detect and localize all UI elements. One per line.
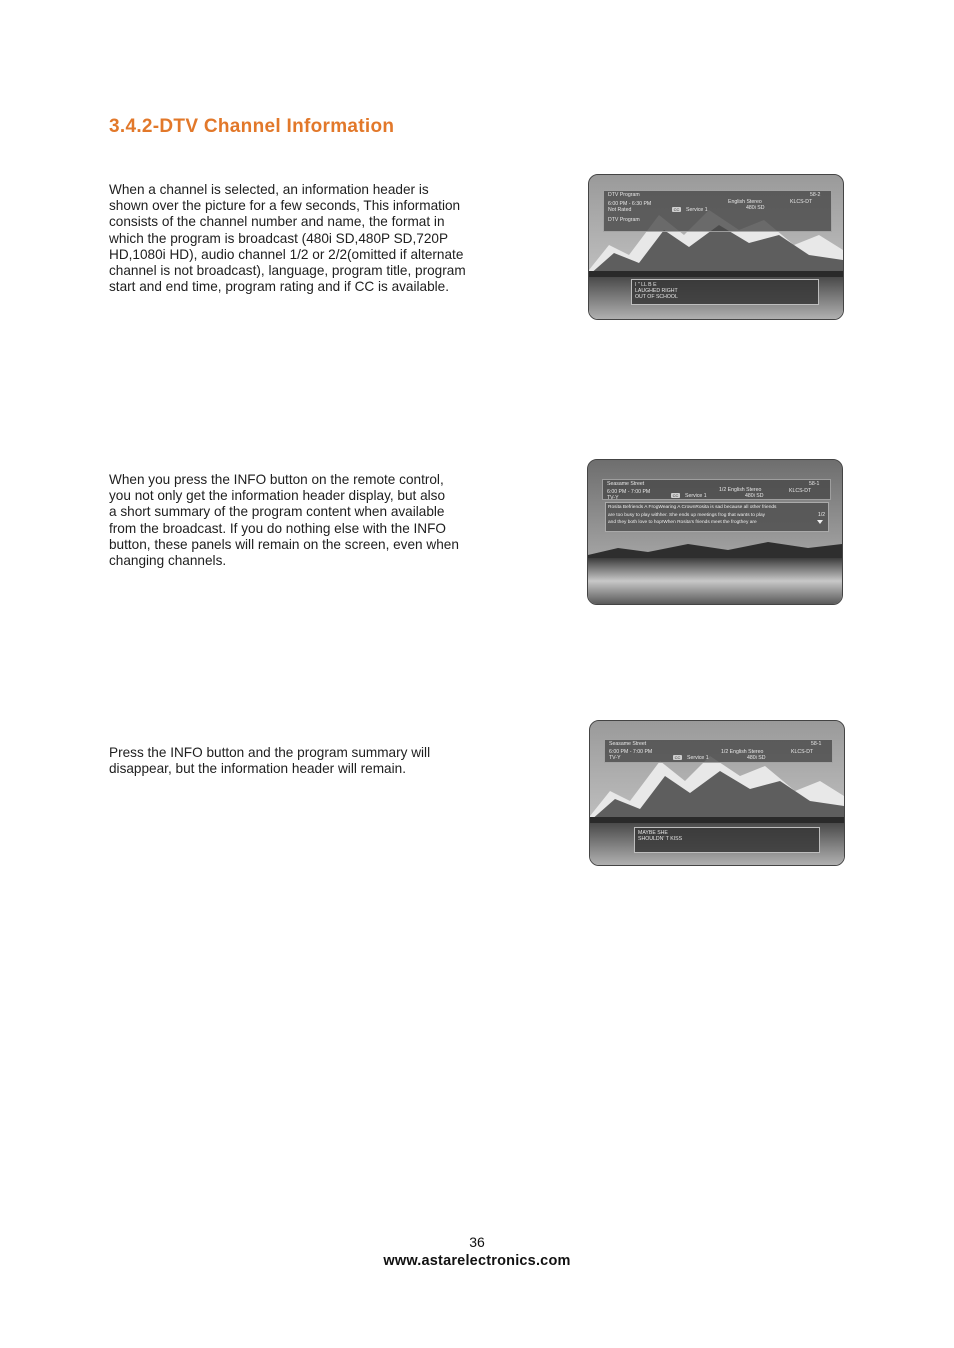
closed-caption-box bbox=[634, 827, 820, 853]
text-line: When you press the INFO button on the remote control, bbox=[109, 472, 444, 487]
broadcast-format: 480i SD bbox=[746, 205, 765, 211]
summary-line: are too busy to play withher. She ends up meetings frog that wants to play bbox=[608, 512, 766, 518]
info-header-panel bbox=[604, 739, 833, 763]
broadcast-format: 480i SD bbox=[745, 493, 764, 499]
channel-number: 58-1 bbox=[809, 481, 820, 487]
scroll-down-icon[interactable] bbox=[817, 520, 823, 524]
caption-line: MAYBE SHE bbox=[638, 830, 668, 836]
audio-language: English Stereo bbox=[728, 199, 762, 205]
program-time: 6:00 PM - 6:30 PM bbox=[608, 201, 652, 207]
summary-line: Rosita Befriends A FrogWearing A CrownRosita is sad because all other friends bbox=[608, 505, 777, 510]
text-line: channel is not broadcast), language, program title, program bbox=[109, 263, 466, 279]
cc-icon: CC bbox=[673, 207, 680, 212]
text-line: Press the INFO button and the program summary will bbox=[109, 745, 431, 760]
text-line: HD,1080i HD), audio channel 1/2 or 2/2(omitted if alternate bbox=[109, 246, 464, 262]
text-line: shown over the picture for a few seconds, This information bbox=[109, 198, 461, 214]
info-header-panel bbox=[602, 479, 831, 500]
program-time: 6:00 PM - 7:00 PM bbox=[607, 489, 651, 495]
cc-service: Service 1 bbox=[685, 493, 707, 499]
caption-line: LAUGHED RIGHT bbox=[635, 288, 678, 294]
text-line: which the program is broadcast (480i SD,480P SD,720P bbox=[109, 230, 449, 246]
closed-caption-box bbox=[631, 279, 819, 305]
section-heading: 3.4.2-DTV Channel Information bbox=[109, 116, 395, 137]
paragraph-info-header bbox=[109, 182, 539, 295]
page-number: 36 bbox=[469, 1234, 485, 1250]
broadcast-format: 480i SD bbox=[747, 755, 766, 761]
caption-line: SHOULDN' T KISS bbox=[638, 836, 683, 842]
audio-language: 1/2 English Stereo bbox=[721, 749, 764, 755]
program-title: Seasame Street bbox=[607, 481, 645, 487]
text-line: changing channels. bbox=[109, 553, 227, 569]
website-footer: www.astarelectronics.com bbox=[383, 1253, 571, 1269]
program-name: DTV Program bbox=[608, 217, 640, 223]
tv-screen-info-summary bbox=[587, 459, 843, 605]
program-rating: TV-Y bbox=[607, 495, 619, 501]
cc-service: Service 1 bbox=[686, 207, 708, 213]
paragraph-summary-hide bbox=[109, 745, 539, 777]
summary-line: and they both love to hop!When Rosita's friends meet the frogthey are bbox=[608, 520, 757, 526]
program-time: 6:00 PM - 7:00 PM bbox=[609, 749, 653, 755]
tv-screen-header-only bbox=[589, 720, 845, 866]
info-header-panel bbox=[603, 190, 832, 232]
text-line: disappear, but the information header will remain. bbox=[109, 761, 406, 777]
text-line: When a channel is selected, an information header is bbox=[109, 182, 429, 197]
cc-icon: CC bbox=[674, 755, 681, 760]
text-line: a short summary of the program content when available bbox=[109, 504, 445, 520]
caption-line: I " LL B E bbox=[635, 282, 657, 288]
tv-screen-info-header bbox=[588, 174, 844, 320]
text-line: button, these panels will remain on the screen, even when bbox=[109, 536, 459, 552]
caption-line: OUT OF SCHOOL bbox=[635, 294, 678, 300]
paragraph-info-button bbox=[109, 472, 539, 569]
station-name: KLCS-DT bbox=[789, 488, 812, 494]
text-line: start and end time, program rating and if CC is available. bbox=[109, 279, 450, 295]
program-summary-panel bbox=[605, 502, 829, 532]
program-rating: TV-Y bbox=[609, 755, 621, 761]
audio-language: 1/2 English Stereo bbox=[719, 487, 762, 493]
program-rating: Not Rated bbox=[608, 207, 632, 213]
channel-number: 58-2 bbox=[810, 192, 821, 198]
text-line: from the broadcast. If you do nothing else with the INFO bbox=[109, 520, 446, 536]
cc-service: Service 1 bbox=[687, 755, 709, 761]
station-name: KLCS-DT bbox=[791, 749, 814, 755]
page-indicator: 1/2 bbox=[818, 512, 825, 518]
program-title: Seasame Street bbox=[609, 741, 647, 747]
text-line: consists of the channel number and name, the format in bbox=[109, 214, 445, 230]
text-line: you not only get the information header display, but also bbox=[109, 488, 446, 504]
program-title: DTV Program bbox=[608, 192, 640, 198]
station-name: KLCS-DT bbox=[790, 199, 813, 205]
cc-icon: CC bbox=[672, 493, 679, 498]
channel-number: 58-1 bbox=[811, 741, 822, 747]
